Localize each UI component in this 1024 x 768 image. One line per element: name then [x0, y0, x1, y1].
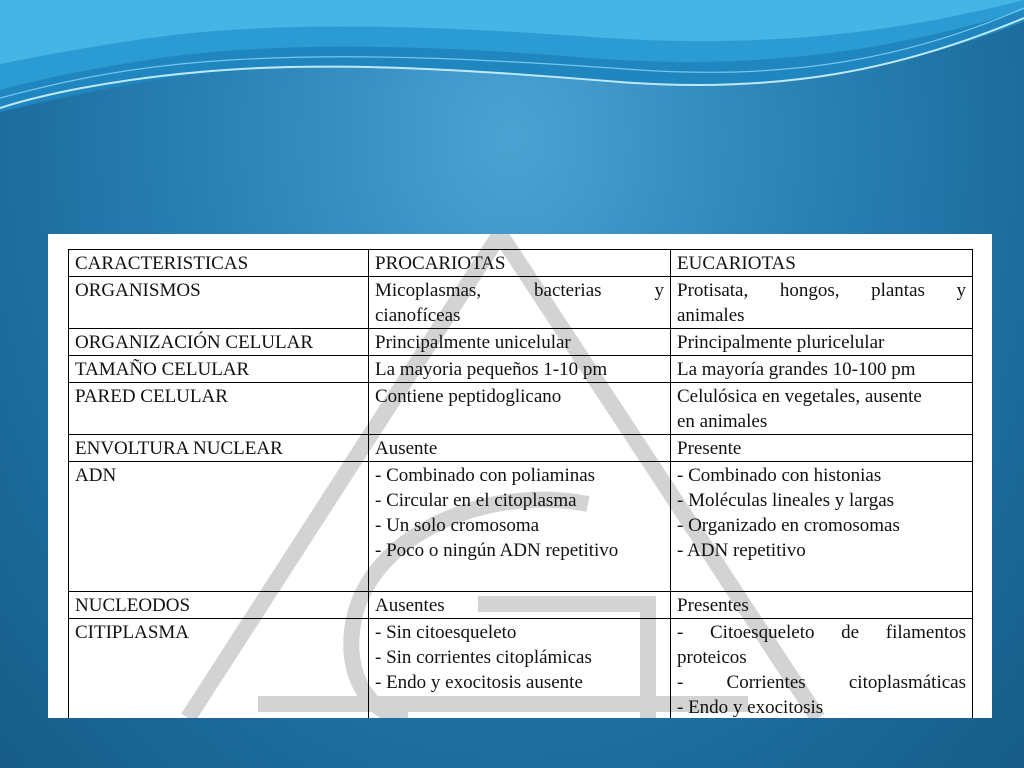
cell-line: - Circular en el citoplasma — [375, 490, 577, 511]
cell-line: - Citoesqueleto de filamentos — [677, 622, 966, 643]
table-row — [69, 462, 973, 592]
eucariotas-cell — [671, 435, 973, 462]
cell-line: Ausente — [375, 438, 438, 459]
cell-line: - Corrientes citoplasmáticas — [677, 672, 966, 693]
procariotas-cell — [369, 277, 671, 329]
table-row — [69, 592, 973, 619]
cell-line: - Endo y exocitosis ausente — [375, 672, 583, 693]
eucariotas-cell — [671, 462, 973, 592]
cell-line: Micoplasmas, bacterias y — [375, 280, 664, 301]
feature-cell: ORGANISMOS — [69, 277, 369, 329]
eucariotas-cell — [671, 277, 973, 329]
procariotas-cell — [369, 383, 671, 435]
cell-line: - Organizado en cromosomas — [677, 515, 900, 536]
cell-line: proteicos — [677, 647, 747, 668]
cell-line: - ADN repetitivo — [677, 540, 806, 561]
cell-line: cianofíceas — [375, 305, 461, 326]
cell-line: - Endo y exocitosis — [677, 697, 824, 718]
cell-line: Contiene peptidoglicano — [375, 386, 562, 407]
cell-line: Principalmente unicelular — [375, 332, 571, 353]
table-row — [69, 329, 973, 356]
table-row — [69, 619, 973, 719]
feature-cell: NUCLEODOS — [69, 592, 369, 619]
procariotas-cell — [369, 462, 671, 592]
cell-line: - Poco o ningún ADN repetitivo — [375, 540, 619, 561]
cell-line: Celulósica en vegetales, ausente — [677, 386, 922, 407]
header-cell-procariotas: PROCARIOTAS — [369, 250, 671, 277]
feature-cell: PARED CELULAR — [69, 383, 369, 435]
cell-line: Presentes — [677, 595, 749, 616]
table-header-row — [69, 250, 973, 277]
cell-line: en animales — [677, 411, 768, 432]
table-panel — [48, 234, 992, 718]
procariotas-cell — [369, 592, 671, 619]
procariotas-cell — [369, 356, 671, 383]
procariotas-cell — [369, 435, 671, 462]
cell-line: animales — [677, 305, 745, 326]
comparison-table — [68, 249, 973, 718]
cell-line: - Un solo cromosoma — [375, 515, 540, 536]
procariotas-cell — [369, 329, 671, 356]
eucariotas-cell — [671, 329, 973, 356]
eucariotas-cell — [671, 619, 973, 719]
cell-line: Principalmente pluricelular — [677, 332, 885, 353]
feature-cell: ORGANIZACIÓN CELULAR — [69, 329, 369, 356]
procariotas-cell — [369, 619, 671, 719]
cell-line: - Combinado con poliaminas — [375, 465, 596, 486]
table-row — [69, 383, 973, 435]
header-cell-caracteristicas: CARACTERISTICAS — [69, 250, 369, 277]
cell-line: La mayoria pequeños 1-10 pm — [375, 359, 608, 380]
header-wave-decoration — [0, 0, 1024, 130]
eucariotas-cell — [671, 383, 973, 435]
table-row — [69, 435, 973, 462]
cell-line: - Combinado con histonias — [677, 465, 882, 486]
eucariotas-cell — [671, 592, 973, 619]
feature-cell: ENVOLTURA NUCLEAR — [69, 435, 369, 462]
cell-line: Ausentes — [375, 595, 445, 616]
cell-line: Protisata, hongos, plantas y — [677, 280, 966, 301]
cell-line: La mayoría grandes 10-100 pm — [677, 359, 916, 380]
header-cell-eucariotas: EUCARIOTAS — [671, 250, 973, 277]
eucariotas-cell — [671, 356, 973, 383]
cell-line: Presente — [677, 438, 742, 459]
feature-cell: CITIPLASMA — [69, 619, 369, 719]
cell-line: - Moléculas lineales y largas — [677, 490, 895, 511]
feature-cell: ADN — [69, 462, 369, 592]
table-row — [69, 277, 973, 329]
cell-line: - Sin citoesqueleto — [375, 622, 517, 643]
table-row — [69, 356, 973, 383]
feature-cell: TAMAÑO CELULAR — [69, 356, 369, 383]
cell-line: - Sin corrientes citoplámicas — [375, 647, 592, 668]
